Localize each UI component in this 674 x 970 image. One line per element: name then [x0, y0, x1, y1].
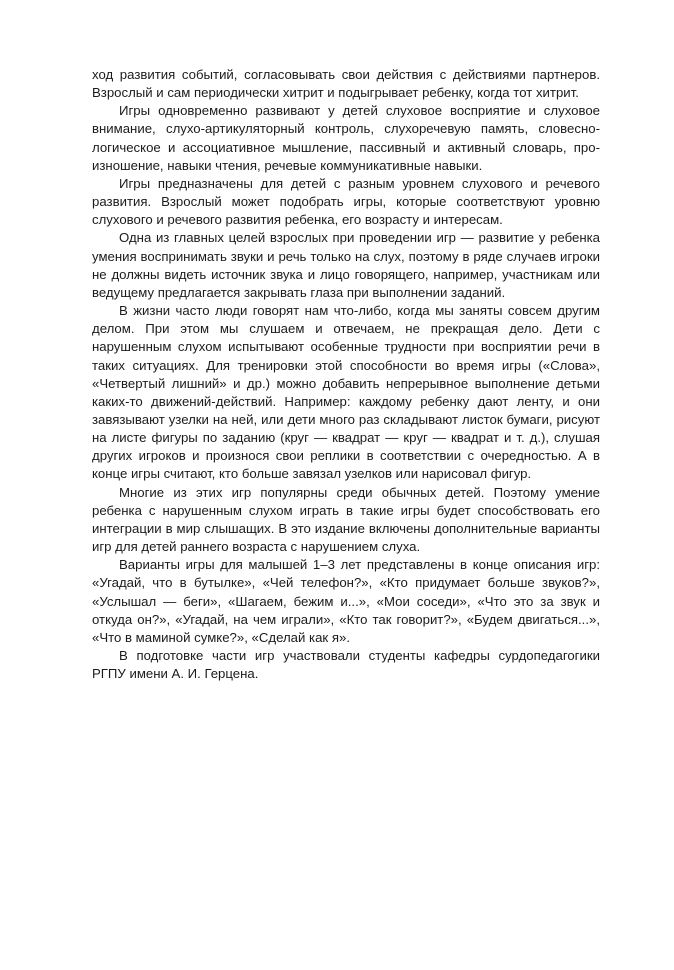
paragraph-multitasking: В жизни часто люди говорят нам что-либо, когда мы заняты совсем другим делом. При этом мы слушаем и отвечаем, не прекращая дело. Дети с нарушенным слухом испытывают особенные трудности при восприятии речи в таких ситуациях. Для тренировки этой способности во время игры («Слова», «Четвертый лишний» и др.) можно добавить непрерывное выполнение детьми каких-то движений-действий. Например: каждому ребенку дают ленту, и они завязывают узелки на ней, или дети много раз складывают листок бумаги, рисуют на листе фигуры по заданию (круг — квадрат — круг — квадрат и т. д.), слушая других игроков и произнося свои реплики в соответствии с очередностью. А в конце игры считают, кто больше завязал узелков или нарисовал фигур. [92, 303, 600, 482]
paragraph-levels: Игры предназначены для детей с разным уровнем слухового и речевого развития. Взрослый может подобрать игры, которые соответствуют уровню слухового и речевого развития ребенка, его возрасту и интересам. [92, 175, 600, 228]
paragraph-credits: В подготовке части игр участвовали студенты кафедры сурдопедагогики РГПУ имени А. И. Герцена. [92, 648, 600, 682]
paragraph-continuation: ход развития событий, согласовывать свои действия с действиями партнеров. Взрослый и сам периодически хитрит и подыгрывает ребенку, когда тот хитрит. [92, 67, 600, 101]
paragraph-integration: Многие из этих игр популярны среди обычных детей. Поэтому умение ребенка с нарушенным слухом играть в такие игры будет способствовать его интеграции в мир слышащих. В это издание включены дополнительные варианты игр для детей раннего возраста с нарушением слуха. [92, 484, 600, 555]
body-text [92, 66, 600, 683]
paragraph-goals: Одна из главных целей взрослых при проведении игр — развитие у ребенка умения воспринимать звуки и речь только на слух, поэтому в ряде случаев игроки не должны видеть источник звука и лицо говорящего, например, участникам или ведущему предлагается закрывать глаза при выполнении заданий. [92, 230, 600, 300]
paragraph-toddler-variants: Варианты игры для малышей 1–3 лет представлены в конце описания игр: «Угадай, что в бутылке», «Чей телефон?», «Кто придумает больше звуков?», «Услышал — беги», «Шагаем, бежим и...», «Мои соседи», «Что это за звук и откуда он?», «Угадай, на чем играли», «Кто так говорит?», «Будем двигаться...», «Что в маминой сумке?», «Сделай как я». [92, 557, 600, 645]
paragraph-skills: Игры одновременно развивают у детей слуховое восприятие и слуховое внимание, слухо-артикуляторный контроль, слухоречевую память, словеснологическое и ассоциативное мышление, пассивный и активный словарь, произношение, навыки чтения, речевые коммуникативные навыки. [92, 103, 600, 173]
